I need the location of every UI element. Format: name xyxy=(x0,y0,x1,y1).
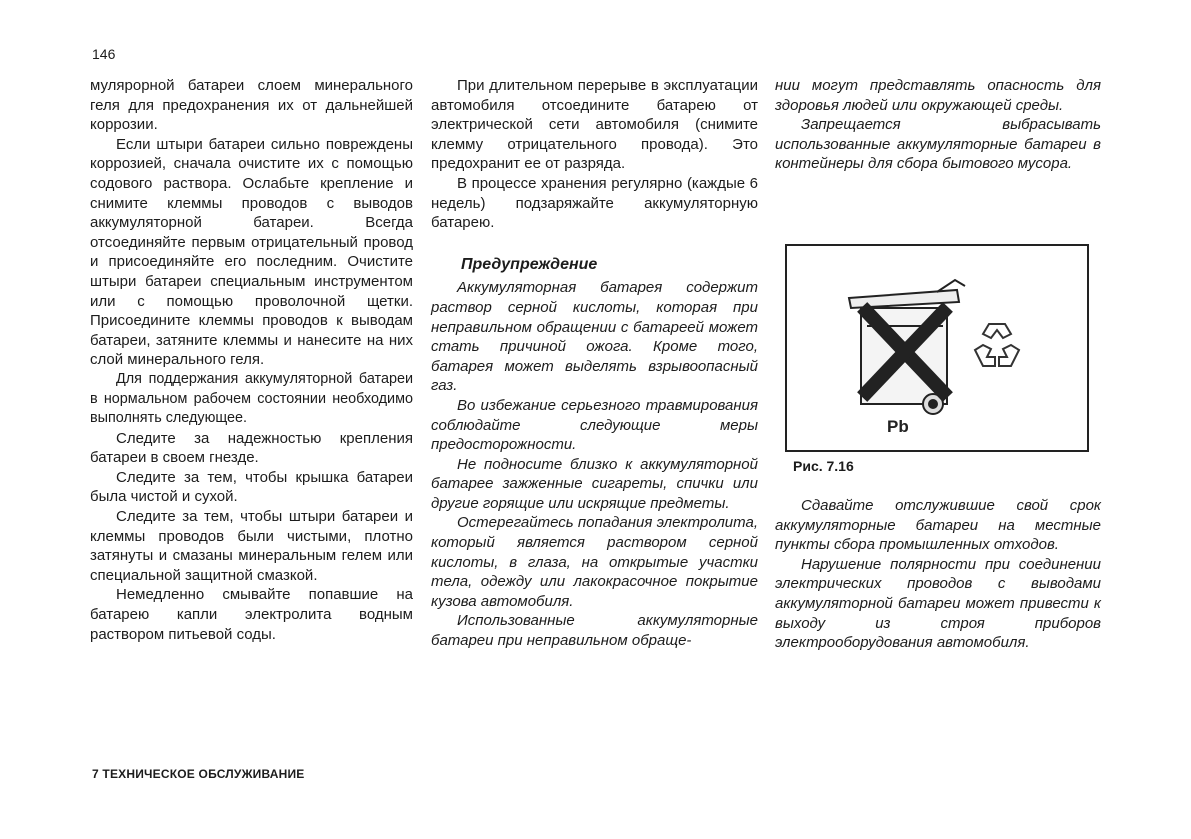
text-column-3-top xyxy=(775,76,1101,174)
text-column-1 xyxy=(90,76,413,644)
text-column-2 xyxy=(431,76,758,651)
paragraph: Если штыри батареи сильно повреждены коррозией, сначала очистите их с помощью содового раствора. Ослабьте крепление и снимите клеммы проводов с выводов аккумуляторной батареи. Всегда отсоединяйте первым отрицательный провод и присоединяйте его последним. Очистите штыри батареи специальным инструментом или с помощью проволочной щетки. Присоедините клеммы проводов к выводам батареи, затяните клеммы и нанесите на них слой минерального геля. xyxy=(90,135,413,369)
warning-paragraph: Во избежание серьезного травмирования соблюдайте следующие меры предосторожности. xyxy=(431,396,758,454)
paragraph: Следите за тем, чтобы штыри батареи и клеммы проводов были чистыми, плотно затянуты и смазаны минеральным гелем или специальной защитной смазкой. xyxy=(90,508,413,584)
warning-paragraph: Использованные аккумуляторные батареи при неправильном обраще- xyxy=(431,612,758,650)
warning-paragraph: Остерегайтесь попадания электролита, который является раствором серной кислоты, в глаза, на открытые участки тела, одежду или лакокрасочное покрытие кузова автомобиля. xyxy=(431,514,758,610)
figure-caption: Рис. 7.16 xyxy=(793,458,854,474)
page-number: 146 xyxy=(92,46,116,62)
figure-7-16 xyxy=(785,244,1089,452)
recycle-icon xyxy=(975,324,1019,366)
pb-label: Pb xyxy=(887,417,909,436)
warning-paragraph: Нарушение полярности при соединении электрических проводов с выводами аккумуляторной батареи может привести к выходу из строя приборов электрооборудования автомобиля. xyxy=(775,555,1101,652)
running-footer: 7 ТЕХНИЧЕСКОЕ ОБСЛУЖИВАНИЕ xyxy=(92,767,305,781)
paragraph: Для поддержания аккумуляторной батареи в нормальном рабочем состоянии необходимо выполнять следующее. xyxy=(90,370,413,427)
warning-block xyxy=(431,278,758,650)
paragraph: При длительном перерыве в эксплуатации автомобиля отсоедините батарею от электрической сети автомобиля (снимите клемму отрицательного провода). Это предохранит ее от разряда. xyxy=(431,77,758,173)
paragraph: мулярорной батареи слоем минерального геля для предохранения их от дальнейшей коррозии. xyxy=(90,77,413,134)
paragraph: В процессе хранения регулярно (каждые 6 недель) подзаряжайте аккумуляторную батарею. xyxy=(431,174,758,232)
warning-paragraph: Не подносите близко к аккумуляторной батарее зажженные сигареты, спички или другие горящие или искрящие предметы. xyxy=(431,455,758,512)
text-column-3-bottom xyxy=(775,496,1101,653)
paragraph: Немедленно смывайте попавшие на батарею капли электролита водным раствором питьевой соды. xyxy=(90,586,413,643)
warning-paragraph: нии могут представлять опасность для здоровья людей или окружающей среды. xyxy=(775,77,1101,114)
recycle-bin-illustration xyxy=(787,246,1087,450)
warning-paragraph: Аккумуляторная батарея содержит раствор серной кислоты, которая при неправильном обращении с батареей может стать причиной ожога. Кроме того, батарея может выделять взрывоопасный газ. xyxy=(431,279,758,395)
warning-paragraph: Сдавайте отслужившие свой срок аккумуляторные батареи на местные пункты сбора промышленных отходов. xyxy=(775,497,1101,554)
paragraph: Следите за надежностью крепления батареи в своем гнезде. xyxy=(90,429,413,467)
warning-title: Предупреждение xyxy=(461,255,598,273)
warning-paragraph: Запрещается выбрасывать использованные аккумуляторные батареи в контейнеры для сбора бытового мусора. xyxy=(775,116,1101,173)
paragraph: Следите за тем, чтобы крышка батареи была чистой и сухой. xyxy=(90,468,413,506)
